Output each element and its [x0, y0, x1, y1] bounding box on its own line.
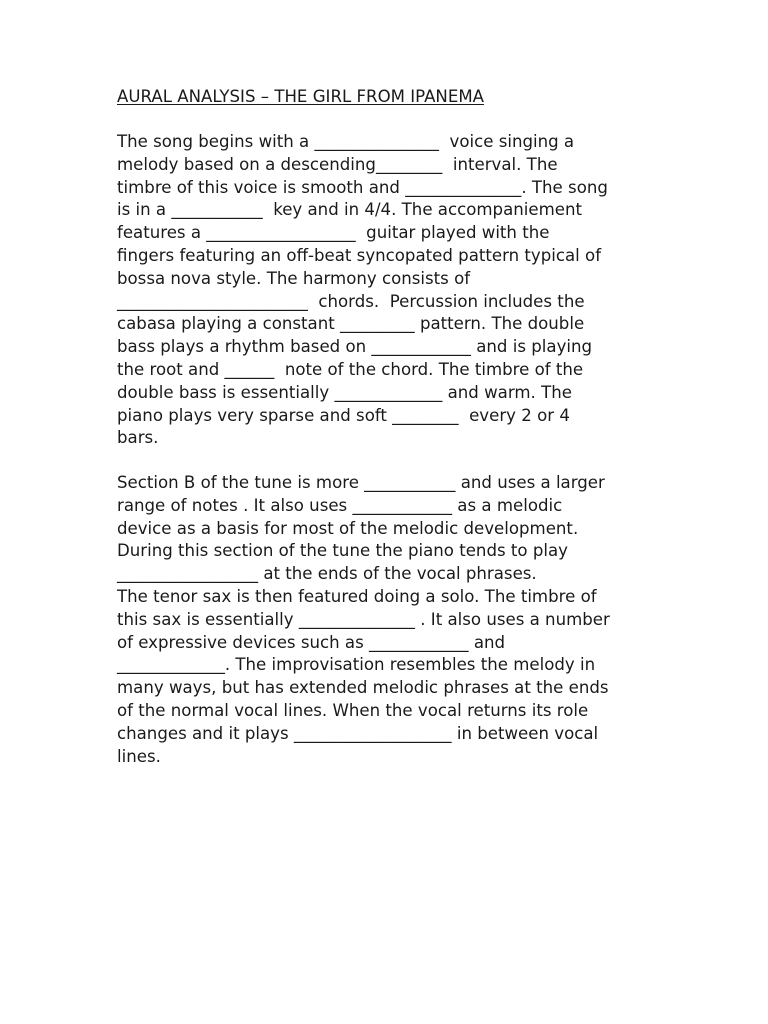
text-line: piano plays very sparse and soft ________ every 2 or 4: [117, 405, 570, 425]
text-line: of expressive devices such as ____________ and: [117, 632, 506, 652]
text-line: melody based on a descending________ interval. The: [117, 154, 558, 174]
text-line: _____________. The improvisation resembles the melody in: [117, 655, 596, 675]
text-line: fingers featuring an off-beat syncopated pattern typical of: [117, 245, 602, 265]
text-line: features a __________________ guitar played with the: [117, 223, 550, 243]
text-line: cabasa playing a constant _________ pattern. The double: [117, 314, 585, 334]
text-line: device as a basis for most of the melodic development.: [117, 518, 579, 538]
paragraph-intro: [117, 131, 608, 450]
text-line: is in a ___________ key and in 4/4. The accompaniement: [117, 200, 582, 220]
text-line: _________________ at the ends of the vocal phrases.: [117, 564, 537, 584]
document-title: AURAL ANALYSIS – THE GIRL FROM IPANEMA: [117, 87, 484, 106]
text-line: double bass is essentially _____________ and warm. The: [117, 382, 572, 402]
text-line: bars.: [117, 428, 159, 448]
text-line: of the normal vocal lines. When the vocal returns its role: [117, 700, 589, 720]
text-line: lines.: [117, 746, 161, 766]
text-line: many ways, but has extended melodic phrases at the ends: [117, 678, 609, 698]
text-line: Section B of the tune is more ___________ and uses a larger: [117, 473, 605, 492]
text-line: The tenor sax is then featured doing a solo. The timbre of: [117, 586, 597, 606]
text-line: bossa nova style. The harmony consists of: [117, 268, 471, 288]
text-line: During this section of the tune the piano tends to play: [117, 541, 568, 561]
text-line: _______________________ chords. Percussion includes the: [117, 291, 585, 311]
text-line: The song begins with a _______________ voice singing a: [117, 132, 575, 151]
text-line: timbre of this voice is smooth and ______________. The song: [117, 177, 608, 197]
text-line: range of notes . It also uses ____________ as a melodic: [117, 495, 563, 515]
text-line: changes and it plays ___________________ in between vocal: [117, 723, 599, 743]
text-line: bass plays a rhythm based on ____________ and is playing: [117, 337, 593, 357]
text-line: the root and ______ note of the chord. The timbre of the: [117, 359, 584, 379]
text-line: this sax is essentially ______________ . It also uses a number: [117, 609, 610, 629]
paragraph-section-b: [117, 472, 610, 768]
